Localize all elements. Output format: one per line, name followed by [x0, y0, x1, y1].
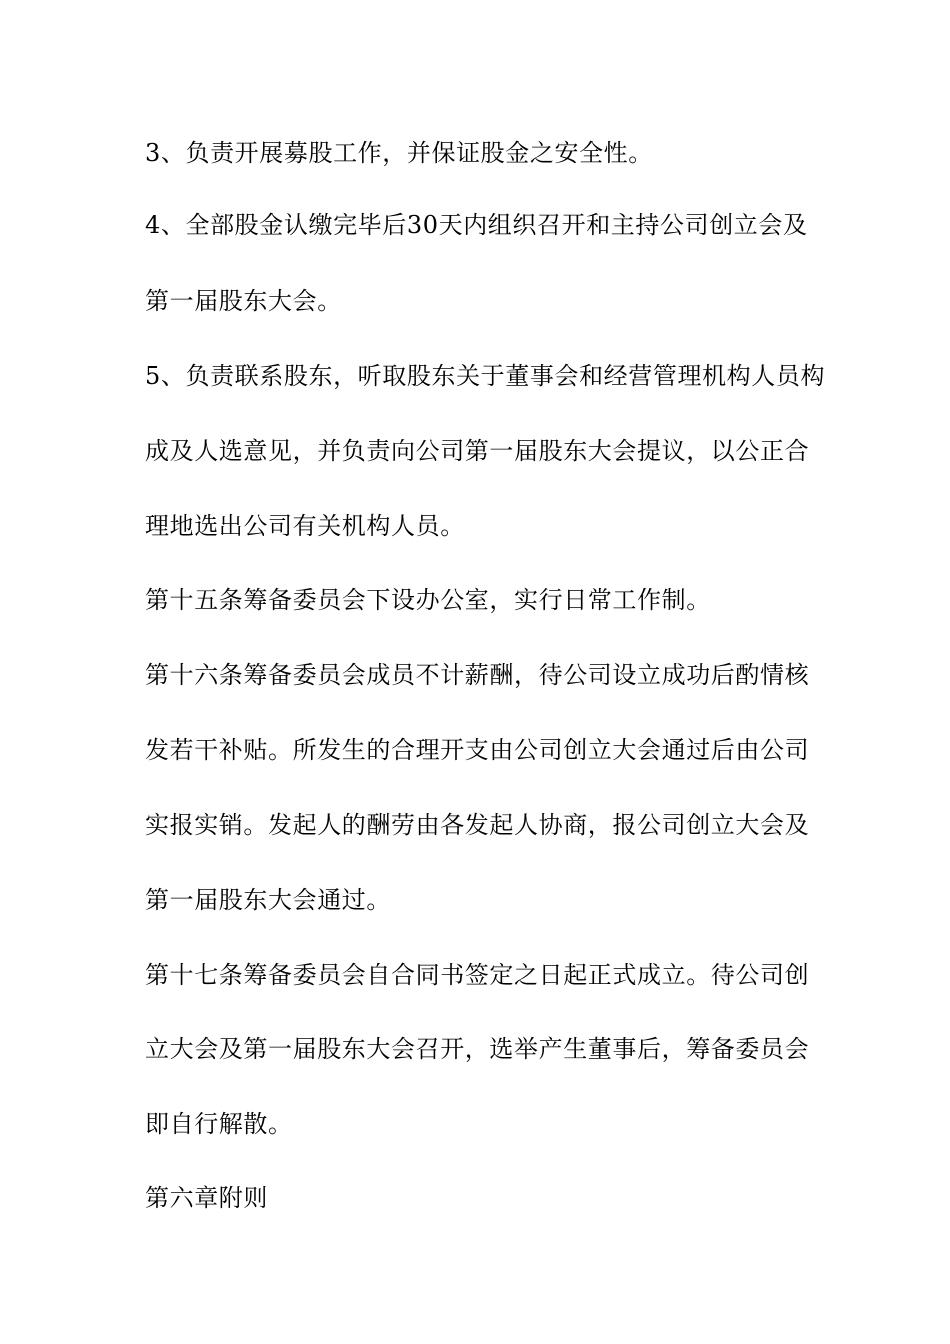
section-heading: 第六章附则: [145, 1184, 268, 1212]
text-line: 立大会及第一届股东大会召开，选举产生董事后，筹备委员会: [145, 1035, 810, 1063]
text-line: 第十七条筹备委员会自合同书签定之日起正式成立。待公司创: [145, 961, 810, 989]
text-line: 成及人选意见，并负责向公司第一届股东大会提议，以公正合: [145, 437, 810, 465]
text-line: 3、负责开展募股工作，并保证股金之安全性。: [145, 139, 653, 167]
text-line: 理地选出公司有关机构人员。: [145, 512, 465, 540]
text-line: 即自行解散。: [145, 1110, 293, 1138]
text-line: 发若干补贴。所发生的合理开支由公司创立大会通过后由公司: [145, 736, 810, 764]
text-line: 5、负责联系股东，听取股东关于董事会和经营管理机构人员构: [145, 362, 826, 390]
text-line: 第一届股东大会。: [145, 287, 342, 315]
text-line: 4、全部股金认缴完毕后30天内组织召开和主持公司创立会及: [145, 211, 808, 239]
text-line: 第一届股东大会通过。: [145, 886, 391, 914]
text-line: 第十五条筹备委员会下设办公室，实行日常工作制。: [145, 586, 711, 614]
text-line: 实报实销。发起人的酬劳由各发起人协商，报公司创立大会及: [145, 811, 810, 839]
text-line: 第十六条筹备委员会成员不计薪酬，待公司设立成功后酌情核: [145, 661, 810, 689]
